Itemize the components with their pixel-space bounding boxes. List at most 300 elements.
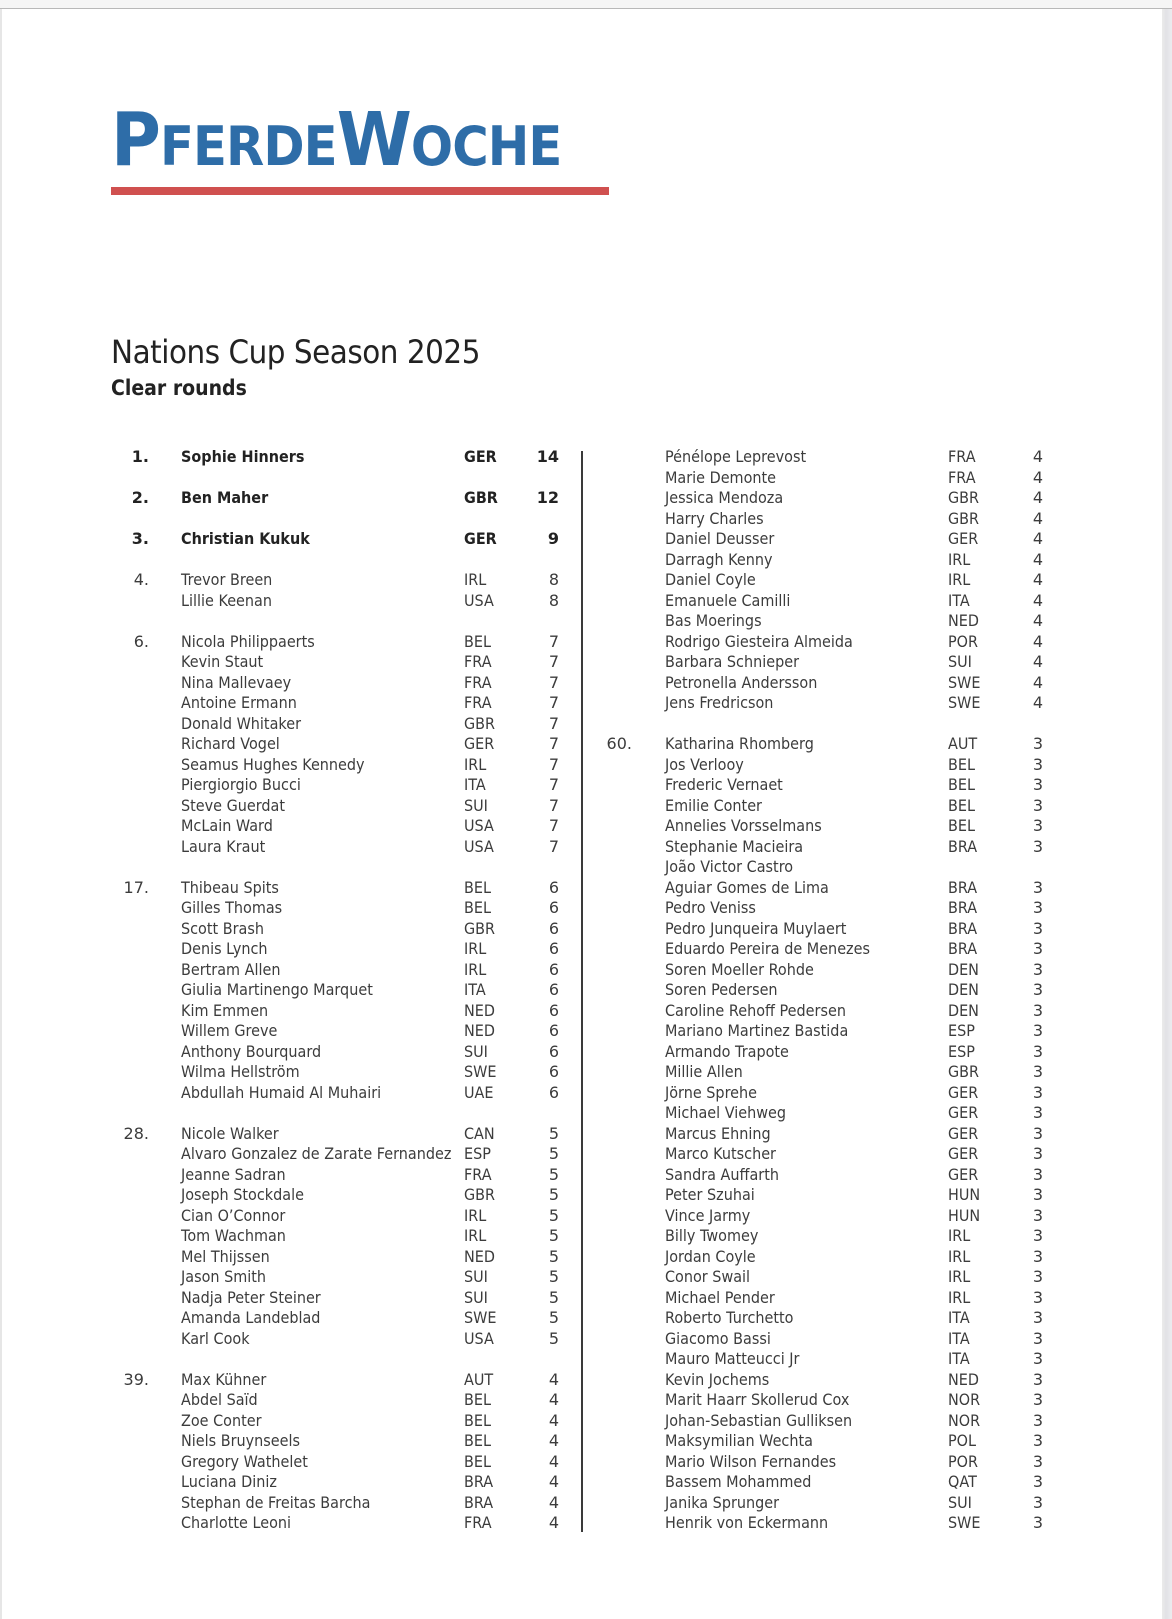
rider-clear-rounds: 3 — [1032, 1431, 1043, 1450]
rider-clear-rounds: 12 — [536, 488, 559, 507]
rider-nation: GBR — [464, 713, 496, 733]
rider-name: Jordan Coyle — [665, 1246, 756, 1266]
rider-nation: ITA — [948, 1308, 970, 1327]
rider-nation: DEN — [948, 1000, 979, 1020]
rider-nation: GBR — [464, 1185, 496, 1204]
rider-nation: FRA — [464, 672, 492, 692]
rider-clear-rounds: 3 — [1032, 1164, 1043, 1184]
rider-clear-rounds: 3 — [1032, 734, 1043, 753]
rider-clear-rounds: 4 — [1032, 508, 1043, 528]
rider-clear-rounds: 3 — [1032, 959, 1043, 979]
rider-name: Emanuele Camilli — [665, 590, 791, 610]
rider-name: Marco Kutscher — [665, 1144, 776, 1163]
rider-nation: AUT — [948, 734, 978, 753]
rider-clear-rounds: 3 — [1032, 1492, 1043, 1512]
rider-name: Soren Moeller Rohde — [665, 959, 814, 979]
rider-name: Thibeau Spits — [181, 877, 279, 897]
rider-clear-rounds: 3 — [1032, 1513, 1043, 1532]
rider-nation: ITA — [464, 775, 486, 794]
rider-name: Gregory Wathelet — [181, 1451, 308, 1471]
page-subtitle: Clear rounds — [111, 376, 247, 400]
rider-name: Bassem Mohammed — [665, 1472, 812, 1491]
rider-clear-rounds: 4 — [548, 1369, 559, 1389]
rider-clear-rounds: 3 — [1032, 1410, 1043, 1430]
rider-nation: BEL — [464, 1410, 491, 1430]
rider-name: Piergiorgio Bucci — [181, 775, 301, 794]
rider-clear-rounds: 5 — [548, 1308, 559, 1327]
rider-clear-rounds: 3 — [1032, 1369, 1043, 1389]
rider-nation: SWE — [948, 1513, 981, 1532]
rider-name: Trevor Breen — [181, 570, 273, 589]
rider-name: McLain Ward — [181, 816, 273, 835]
rider-nation: BEL — [948, 816, 975, 835]
rider-name: Sophie Hinners — [181, 447, 305, 466]
column-divider — [581, 451, 583, 1532]
rider-nation: GBR — [948, 1062, 980, 1081]
rider-nation: BEL — [464, 877, 491, 897]
rider-nation: GER — [948, 1082, 979, 1102]
rider-clear-rounds: 3 — [1032, 1123, 1043, 1143]
rider-nation: BEL — [464, 898, 491, 917]
rider-clear-rounds: 4 — [1032, 447, 1043, 466]
rider-name: Pedro Junqueira Muylaert — [665, 918, 847, 938]
rider-clear-rounds: 4 — [548, 1513, 559, 1532]
rider-nation: GER — [948, 1123, 979, 1143]
rider-clear-rounds: 6 — [548, 877, 559, 897]
rider-name: Mauro Matteucci Jr — [665, 1349, 800, 1368]
rider-nation: IRL — [948, 570, 971, 589]
rider-clear-rounds: 7 — [548, 754, 559, 774]
rider-nation: FRA — [464, 693, 492, 712]
viewer-scrollbar[interactable] — [1162, 9, 1172, 1619]
rider-name: Lillie Keenan — [181, 590, 272, 610]
rider-clear-rounds: 3 — [1032, 1144, 1043, 1163]
rider-name: Bas Moerings — [665, 611, 762, 630]
page-title: Nations Cup Season 2025 — [111, 333, 480, 371]
rider-rank: 39. — [123, 1369, 149, 1389]
rider-nation: BRA — [464, 1492, 494, 1512]
rider-nation: GBR — [948, 488, 980, 507]
rider-name: Donald Whitaker — [181, 713, 302, 733]
rider-clear-rounds: 4 — [1032, 467, 1043, 487]
rider-name: Abdel Saïd — [181, 1390, 258, 1409]
rider-name: Sandra Auffarth — [665, 1164, 779, 1184]
rider-name: Jessica Mendoza — [665, 488, 784, 507]
rider-nation: HUN — [948, 1205, 981, 1225]
rider-nation: SUI — [464, 795, 488, 815]
rider-name: Willem Greve — [181, 1021, 278, 1040]
rider-name: Mario Wilson Fernandes — [665, 1451, 837, 1471]
rider-name: Michael Pender — [665, 1287, 775, 1307]
rider-nation: GER — [948, 1103, 979, 1122]
rider-nation: SWE — [464, 1062, 497, 1081]
rider-clear-rounds: 5 — [548, 1328, 559, 1348]
rider-nation: NED — [948, 611, 979, 630]
rider-nation: ESP — [464, 1144, 491, 1163]
rider-name: Rodrigo Giesteira Almeida — [665, 631, 853, 651]
rider-clear-rounds: 7 — [548, 713, 559, 733]
rider-nation: IRL — [948, 1287, 971, 1307]
rider-name: Laura Kraut — [181, 836, 266, 856]
rider-name: Abdullah Humaid Al Muhairi — [181, 1082, 382, 1102]
rider-nation: FRA — [464, 652, 492, 671]
rider-name: Nina Mallevaey — [181, 672, 292, 692]
rider-nation: SWE — [464, 1308, 497, 1327]
rider-clear-rounds: 4 — [1032, 652, 1043, 671]
rider-name: Nadja Peter Steiner — [181, 1287, 321, 1307]
rider-nation: IRL — [464, 939, 487, 958]
rider-clear-rounds: 3 — [1032, 1451, 1043, 1471]
rider-clear-rounds: 4 — [1032, 549, 1043, 569]
rider-name: Soren Pedersen — [665, 980, 778, 999]
rider-name: Mel Thijssen — [181, 1246, 270, 1266]
rider-rank: 3. — [131, 529, 149, 548]
rider-clear-rounds: 3 — [1032, 1082, 1043, 1102]
rider-nation: GER — [948, 1144, 979, 1163]
rider-clear-rounds: 3 — [1032, 754, 1043, 774]
rider-rank: 6. — [133, 631, 149, 651]
rider-nation: IRL — [464, 754, 487, 774]
rider-clear-rounds: 7 — [548, 795, 559, 815]
rider-clear-rounds: 4 — [1032, 631, 1043, 651]
rider-name: Giacomo Bassi — [665, 1328, 771, 1348]
rider-clear-rounds: 3 — [1032, 898, 1043, 917]
rider-clear-rounds: 3 — [1032, 1205, 1043, 1225]
rider-name: Karl Cook — [181, 1328, 250, 1348]
rider-name: Billy Twomey — [665, 1226, 759, 1245]
rider-nation: SUI — [464, 1041, 488, 1061]
logo-underline — [111, 187, 609, 195]
rider-nation: USA — [464, 816, 494, 835]
rider-clear-rounds: 4 — [1032, 488, 1043, 507]
rider-nation: IRL — [464, 570, 487, 589]
rider-nation: FRA — [948, 467, 976, 487]
rider-name: Jeanne Sadran — [181, 1164, 286, 1184]
rider-nation: SWE — [948, 672, 981, 692]
rider-clear-rounds: 3 — [1032, 1390, 1043, 1409]
rider-name: Kim Emmen — [181, 1000, 269, 1020]
rider-nation: POR — [948, 1451, 979, 1471]
pferdewoche-logo — [111, 97, 611, 197]
rider-name: Joseph Stockdale — [181, 1185, 304, 1204]
rider-clear-rounds: 3 — [1032, 1246, 1043, 1266]
rider-name: Barbara Schnieper — [665, 652, 800, 671]
rider-name: Janika Sprunger — [665, 1492, 780, 1512]
rider-clear-rounds: 3 — [1032, 1328, 1043, 1348]
rider-clear-rounds: 6 — [548, 1000, 559, 1020]
rider-name: Tom Wachman — [181, 1226, 286, 1245]
rider-clear-rounds: 7 — [548, 693, 559, 712]
rider-name: Jörne Sprehe — [665, 1082, 758, 1102]
rider-nation: SUI — [948, 1492, 972, 1512]
rider-nation: IRL — [948, 1246, 971, 1266]
rider-nation: DEN — [948, 980, 979, 999]
rider-nation: USA — [464, 836, 494, 856]
rider-nation: BEL — [464, 631, 491, 651]
rider-nation: BEL — [948, 775, 975, 794]
rider-clear-rounds: 5 — [548, 1287, 559, 1307]
rider-name: Gilles Thomas — [181, 898, 283, 917]
rider-name: Henrik von Eckermann — [665, 1513, 829, 1532]
rider-clear-rounds: 7 — [548, 836, 559, 856]
rider-nation: BRA — [948, 918, 978, 938]
rider-name: João Victor Castro — [665, 857, 794, 876]
rider-name: Caroline Rehoff Pedersen — [665, 1000, 846, 1020]
rider-nation: NED — [948, 1369, 979, 1389]
rider-nation: GER — [464, 734, 495, 753]
rider-nation: BEL — [948, 795, 975, 815]
rider-clear-rounds: 8 — [548, 590, 559, 610]
rider-name: Katharina Rhomberg — [665, 734, 814, 753]
rider-nation: GER — [948, 529, 979, 548]
rider-name: Marie Demonte — [665, 467, 777, 487]
rider-clear-rounds: 7 — [548, 734, 559, 753]
rider-name: Niels Bruynseels — [181, 1431, 301, 1450]
rider-name: Giulia Martinengo Marquet — [181, 980, 373, 999]
rider-nation: BEL — [948, 754, 975, 774]
rider-clear-rounds: 4 — [1032, 529, 1043, 548]
logo-wordmark — [111, 97, 562, 183]
rider-nation: BEL — [464, 1431, 491, 1450]
rider-clear-rounds: 3 — [1032, 775, 1043, 794]
rider-name: Petronella Andersson — [665, 672, 818, 692]
rider-clear-rounds: 5 — [548, 1144, 559, 1163]
rider-nation: USA — [464, 590, 494, 610]
rider-clear-rounds: 4 — [1032, 672, 1043, 692]
rider-clear-rounds: 3 — [1032, 877, 1043, 897]
logo-text-ferde: FERDE — [159, 115, 337, 178]
rider-clear-rounds: 3 — [1032, 1472, 1043, 1491]
rider-clear-rounds: 3 — [1032, 1349, 1043, 1368]
logo-initial-w: W — [336, 97, 411, 183]
rider-name: Jos Verlooy — [665, 754, 744, 774]
rider-name: Marcus Ehning — [665, 1123, 771, 1143]
rider-nation: GER — [948, 1164, 979, 1184]
rider-clear-rounds: 4 — [1032, 693, 1043, 712]
rider-nation: SWE — [948, 693, 981, 712]
rider-rank: 4. — [133, 570, 149, 589]
rider-name: Kevin Jochems — [665, 1369, 770, 1389]
rider-name: Christian Kukuk — [181, 529, 310, 548]
rider-clear-rounds: 6 — [548, 918, 559, 938]
rider-nation: GBR — [464, 918, 496, 938]
rider-name: Conor Swail — [665, 1267, 751, 1286]
logo-text-oche: OCHE — [410, 115, 562, 178]
rider-nation: DEN — [948, 959, 979, 979]
rider-name: Vince Jarmy — [665, 1205, 751, 1225]
rider-clear-rounds: 5 — [548, 1267, 559, 1286]
rider-nation: NED — [464, 1000, 495, 1020]
rider-name: Antoine Ermann — [181, 693, 297, 712]
rider-clear-rounds: 3 — [1032, 836, 1043, 856]
rider-nation: BEL — [464, 1390, 491, 1409]
rider-nation: POL — [948, 1431, 977, 1450]
rider-clear-rounds: 6 — [548, 939, 559, 958]
rider-clear-rounds: 3 — [1032, 939, 1043, 958]
rider-clear-rounds: 6 — [548, 1082, 559, 1102]
rider-nation: BEL — [464, 1451, 491, 1471]
rider-nation: CAN — [464, 1123, 495, 1143]
rider-name: Charlotte Leoni — [181, 1513, 292, 1532]
rider-name: Darragh Kenny — [665, 549, 773, 569]
rider-nation: BRA — [464, 1472, 494, 1491]
rider-nation: NED — [464, 1246, 495, 1266]
rider-name: Maksymilian Wechta — [665, 1431, 813, 1450]
rider-nation: SUI — [464, 1287, 488, 1307]
rider-name: Pénélope Leprevost — [665, 447, 807, 466]
rider-nation: POR — [948, 631, 979, 651]
rider-nation: UAE — [464, 1082, 494, 1102]
rider-name: Annelies Vorsselmans — [665, 816, 822, 835]
rider-name: Luciana Diniz — [181, 1472, 277, 1491]
rider-nation: BRA — [948, 877, 978, 897]
rider-name: Zoe Conter — [181, 1410, 262, 1430]
rider-clear-rounds: 3 — [1032, 980, 1043, 999]
rider-clear-rounds: 7 — [548, 672, 559, 692]
rider-name: Richard Vogel — [181, 734, 280, 753]
rider-name: Stephan de Freitas Barcha — [181, 1492, 371, 1512]
rider-clear-rounds: 4 — [548, 1410, 559, 1430]
rider-clear-rounds: 9 — [547, 529, 559, 548]
rider-clear-rounds: 5 — [548, 1226, 559, 1245]
rider-nation: GBR — [464, 488, 498, 507]
rider-name: Daniel Coyle — [665, 570, 756, 589]
rider-name: Marit Haarr Skollerud Cox — [665, 1390, 850, 1409]
rider-nation: BRA — [948, 836, 978, 856]
rider-clear-rounds: 6 — [548, 1021, 559, 1040]
rider-clear-rounds: 4 — [548, 1472, 559, 1491]
rider-clear-rounds: 7 — [548, 775, 559, 794]
rider-nation: HUN — [948, 1185, 981, 1204]
rider-clear-rounds: 4 — [1032, 570, 1043, 589]
rider-clear-rounds: 5 — [548, 1123, 559, 1143]
rider-nation: ITA — [464, 980, 486, 999]
rider-nation: BRA — [948, 939, 978, 958]
rider-nation: BRA — [948, 898, 978, 917]
rider-nation: FRA — [464, 1164, 492, 1184]
rider-name: Alvaro Gonzalez de Zarate Fernandez — [181, 1144, 452, 1163]
rider-nation: USA — [464, 1328, 494, 1348]
rider-nation: IRL — [948, 549, 971, 569]
rider-nation: ITA — [948, 590, 970, 610]
rider-name: Wilma Hellström — [181, 1062, 300, 1081]
rider-name: Nicole Walker — [181, 1123, 279, 1143]
rider-rank: 28. — [123, 1123, 149, 1143]
rider-name: Peter Szuhai — [665, 1185, 755, 1204]
rider-nation: ITA — [948, 1349, 970, 1368]
rider-nation: NOR — [948, 1390, 981, 1409]
rider-clear-rounds: 6 — [548, 980, 559, 999]
viewer-top-bar — [0, 0, 1172, 9]
rider-nation: AUT — [464, 1369, 494, 1389]
rider-name: Emilie Conter — [665, 795, 762, 815]
rider-name: Ben Maher — [181, 488, 269, 507]
rider-clear-rounds: 4 — [1032, 590, 1043, 610]
rider-clear-rounds: 3 — [1032, 1185, 1043, 1204]
document-page — [2, 9, 1168, 1619]
rider-name: Max Kühner — [181, 1369, 267, 1389]
rider-name: Seamus Hughes Kennedy — [181, 754, 365, 774]
rider-clear-rounds: 3 — [1032, 795, 1043, 815]
rider-nation: GBR — [948, 508, 980, 528]
rider-name: Daniel Deusser — [665, 529, 775, 548]
rider-name: Steve Guerdat — [181, 795, 286, 815]
rider-clear-rounds: 8 — [548, 570, 559, 589]
rider-nation: FRA — [464, 1513, 492, 1532]
rider-clear-rounds: 4 — [548, 1390, 559, 1409]
rider-clear-rounds: 5 — [548, 1205, 559, 1225]
rider-clear-rounds: 3 — [1032, 1041, 1043, 1061]
rider-name: Millie Allen — [665, 1062, 743, 1081]
rider-clear-rounds: 3 — [1032, 1287, 1043, 1307]
rider-rank: 1. — [131, 447, 149, 466]
rider-nation: SUI — [948, 652, 972, 671]
rider-clear-rounds: 3 — [1032, 918, 1043, 938]
rider-clear-rounds: 7 — [548, 652, 559, 671]
rider-clear-rounds: 3 — [1032, 1000, 1043, 1020]
rider-rank: 2. — [131, 488, 149, 507]
rider-nation: ESP — [948, 1021, 975, 1040]
rider-clear-rounds: 5 — [548, 1185, 559, 1204]
rider-name: Michael Viehweg — [665, 1103, 787, 1122]
rider-nation: FRA — [948, 447, 976, 466]
rider-nation: QAT — [948, 1472, 977, 1491]
rider-name: Mariano Martinez Bastida — [665, 1021, 849, 1040]
rider-name: Bertram Allen — [181, 959, 281, 979]
rider-nation: SUI — [464, 1267, 488, 1286]
rider-name: Eduardo Pereira de Menezes — [665, 939, 870, 958]
rider-clear-rounds: 5 — [548, 1164, 559, 1184]
rider-name: Armando Trapote — [665, 1041, 789, 1061]
rider-nation: IRL — [464, 959, 487, 979]
rider-nation: ITA — [948, 1328, 970, 1348]
rider-clear-rounds: 4 — [548, 1431, 559, 1450]
rider-rank: 60. — [606, 734, 632, 753]
rider-clear-rounds: 14 — [536, 447, 559, 466]
rider-nation: IRL — [948, 1226, 971, 1245]
rider-name: Nicola Philippaerts — [181, 631, 315, 651]
rider-name: Amanda Landeblad — [181, 1308, 321, 1327]
rider-clear-rounds: 3 — [1032, 1021, 1043, 1040]
rider-clear-rounds: 6 — [548, 898, 559, 917]
rider-nation: NED — [464, 1021, 495, 1040]
rider-nation: IRL — [464, 1226, 487, 1245]
rider-clear-rounds: 6 — [548, 1041, 559, 1061]
rider-clear-rounds: 3 — [1032, 1308, 1043, 1327]
rider-name: Kevin Staut — [181, 652, 264, 671]
rider-nation: GER — [464, 529, 497, 548]
rider-name: Pedro Veniss — [665, 898, 756, 917]
rider-clear-rounds: 5 — [548, 1246, 559, 1266]
rider-name: Stephanie Macieira — [665, 836, 804, 856]
rider-nation: IRL — [464, 1205, 487, 1225]
rider-name: Denis Lynch — [181, 939, 268, 958]
rider-name: Scott Brash — [181, 918, 264, 938]
rider-nation: NOR — [948, 1410, 981, 1430]
rider-rank: 17. — [123, 877, 149, 897]
rider-clear-rounds: 3 — [1032, 1226, 1043, 1245]
rider-nation: GER — [464, 447, 497, 466]
rider-name: Jens Fredricson — [665, 693, 774, 712]
rider-name: Jason Smith — [181, 1267, 267, 1286]
rider-clear-rounds: 3 — [1032, 1062, 1043, 1081]
rider-name: Roberto Turchetto — [665, 1308, 794, 1327]
rider-clear-rounds: 6 — [548, 1062, 559, 1081]
rider-nation: IRL — [948, 1267, 971, 1286]
rider-name: Aguiar Gomes de Lima — [665, 877, 829, 897]
rider-clear-rounds: 4 — [1032, 611, 1043, 630]
rider-clear-rounds: 7 — [548, 816, 559, 835]
